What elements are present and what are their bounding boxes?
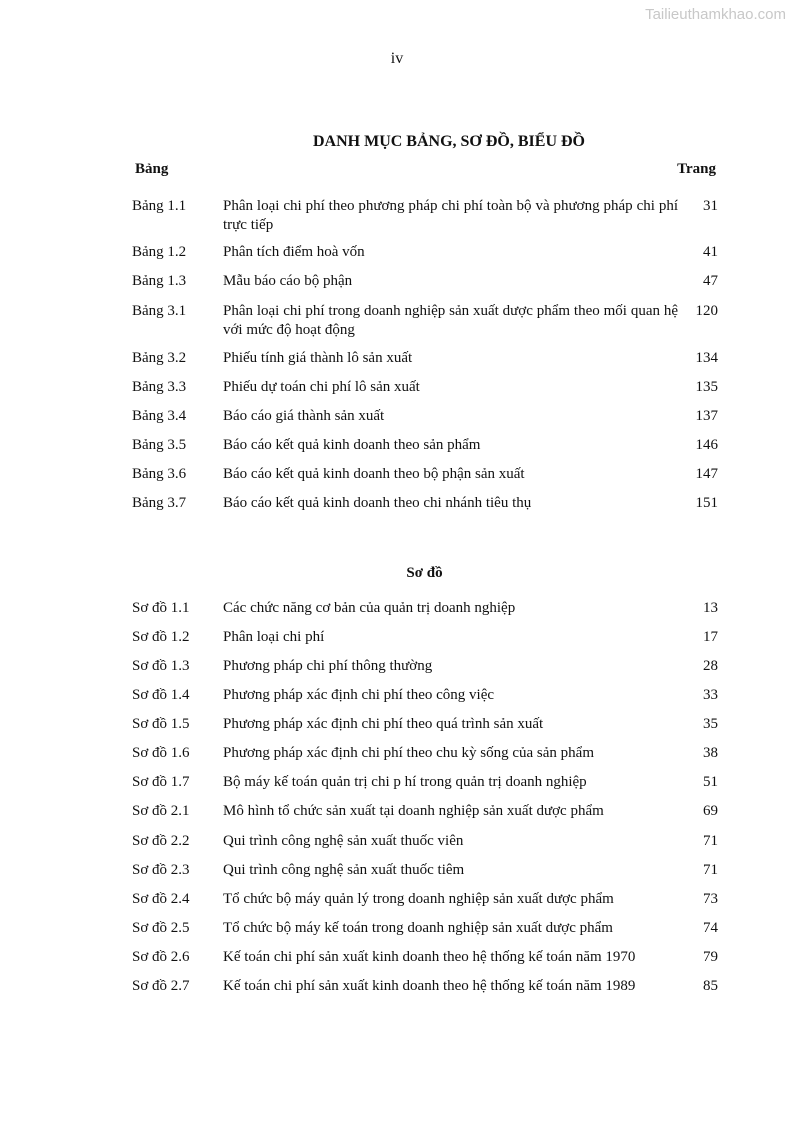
entry-title: Phân loại chi phí <box>223 629 325 645</box>
entry-label: Bảng 1.3 <box>132 273 187 289</box>
entry-label: Sơ đồ 1.6 <box>132 745 190 761</box>
entry-title: Phương pháp chi phí thông thường <box>223 658 433 674</box>
entry-label: Bảng 3.4 <box>132 408 187 424</box>
entry-page-number: 28 <box>703 658 718 674</box>
entry-label: Sơ đồ 2.6 <box>132 949 190 965</box>
entry-title: Phiếu tính giá thành lô sản xuất <box>223 350 413 366</box>
entry-page-number: 120 <box>695 303 718 319</box>
entry-page-number: 137 <box>695 408 718 424</box>
entry-label: Bảng 3.5 <box>132 437 187 453</box>
entry-label: Sơ đồ 2.7 <box>132 978 190 994</box>
entry-label: Sơ đồ 2.2 <box>132 833 190 849</box>
entry-label: Sơ đồ 1.2 <box>132 629 190 645</box>
entry-page-number: 71 <box>703 862 718 878</box>
page-title: DANH MỤC BẢNG, SƠ ĐỒ, BIỂU ĐỒ <box>312 133 585 150</box>
entry-page-number: 147 <box>695 466 718 482</box>
tables-column-label: Bảng <box>135 161 169 177</box>
entry-label: Sơ đồ 1.7 <box>132 774 190 790</box>
entry-title: Kế toán chi phí sản xuất kinh doanh theo hệ thống kế toán năm 1970 <box>223 949 636 965</box>
entry-label: Sơ đồ 1.3 <box>132 658 190 674</box>
entry-title: Tổ chức bộ máy quản lý trong doanh nghiệp sản xuất dược phẩm <box>223 891 614 907</box>
entry-title: Phân loại chi phí trong doanh nghiệp sản xuất dược phẩm theo mối quan hệ với mức độ hoạt động <box>223 303 678 338</box>
entry-page-number: 146 <box>695 437 718 453</box>
page-column-label: Trang <box>677 161 716 177</box>
entry-page-number: 51 <box>703 774 718 790</box>
entry-page-number: 79 <box>703 949 718 965</box>
entry-label: Sơ đồ 2.1 <box>132 803 190 819</box>
entry-page-number: 47 <box>703 273 718 289</box>
entry-page-number: 73 <box>703 891 718 907</box>
entry-title: Tổ chức bộ máy kế toán trong doanh nghiệp sản xuất dược phẩm <box>223 920 613 936</box>
entry-page-number: 17 <box>703 629 718 645</box>
entry-label: Bảng 3.7 <box>132 495 187 511</box>
entry-title: Các chức năng cơ bản của quản trị doanh nghiệp <box>223 600 516 616</box>
entry-page-number: 71 <box>703 833 718 849</box>
entry-page-number: 13 <box>703 600 718 616</box>
page-number: iv <box>390 50 404 67</box>
entry-page-number: 69 <box>703 803 718 819</box>
entry-label: Sơ đồ 2.4 <box>132 891 190 907</box>
entry-title: Qui trình công nghệ sản xuất thuốc tiêm <box>223 862 465 878</box>
entry-page-number: 135 <box>695 379 718 395</box>
entry-page-number: 33 <box>703 687 718 703</box>
entry-page-number: 31 <box>703 198 718 214</box>
diagrams-section-title: Sơ đồ <box>406 565 443 581</box>
entry-page-number: 151 <box>695 495 718 511</box>
entry-title: Báo cáo kết quả kinh doanh theo bộ phận sản xuất <box>223 466 525 482</box>
entry-title: Qui trình công nghệ sản xuất thuốc viên <box>223 833 464 849</box>
entry-label: Bảng 3.1 <box>132 303 187 319</box>
entry-title: Mẫu báo cáo bộ phận <box>223 273 353 289</box>
entry-page-number: 41 <box>703 244 718 260</box>
entry-title: Phân loại chi phí theo phương pháp chi phí toàn bộ và phương pháp chi phí trực tiếp <box>223 198 678 233</box>
entry-title: Báo cáo giá thành sản xuất <box>223 408 385 424</box>
watermark: Tailieuthamkhao.com <box>645 6 786 23</box>
entry-label: Sơ đồ 2.5 <box>132 920 190 936</box>
entry-title: Báo cáo kết quả kinh doanh theo chi nhánh tiêu thụ <box>223 495 532 511</box>
entry-title: Kế toán chi phí sản xuất kinh doanh theo hệ thống kế toán năm 1989 <box>223 978 636 994</box>
entry-label: Bảng 1.2 <box>132 244 187 260</box>
entry-label: Bảng 3.3 <box>132 379 187 395</box>
entry-title: Phương pháp xác định chi phí theo chu kỳ sống của sản phẩm <box>223 745 594 761</box>
entry-label: Bảng 3.2 <box>132 350 187 366</box>
entry-page-number: 134 <box>695 350 718 366</box>
entry-page-number: 74 <box>703 920 718 936</box>
entry-label: Sơ đồ 2.3 <box>132 862 190 878</box>
entry-label: Bảng 3.6 <box>132 466 187 482</box>
entry-label: Sơ đồ 1.1 <box>132 600 190 616</box>
entry-page-number: 35 <box>703 716 718 732</box>
entry-page-number: 38 <box>703 745 718 761</box>
entry-title: Mô hình tổ chức sản xuất tại doanh nghiệp sản xuất dược phẩm <box>223 803 604 819</box>
entry-label: Sơ đồ 1.4 <box>132 687 190 703</box>
entry-page-number: 85 <box>703 978 718 994</box>
entry-label: Bảng 1.1 <box>132 198 187 214</box>
entry-title: Phân tích điểm hoà vốn <box>223 244 365 260</box>
entry-title: Báo cáo kết quả kinh doanh theo sản phẩm <box>223 437 481 453</box>
entry-label: Sơ đồ 1.5 <box>132 716 190 732</box>
entry-title: Bộ máy kế toán quản trị chi p hí trong quản trị doanh nghiệp <box>223 774 587 790</box>
entry-title: Phương pháp xác định chi phí theo công việc <box>223 687 495 703</box>
entry-title: Phiếu dự toán chi phí lô sản xuất <box>223 379 420 395</box>
entry-title: Phương pháp xác định chi phí theo quá trình sản xuất <box>223 716 544 732</box>
